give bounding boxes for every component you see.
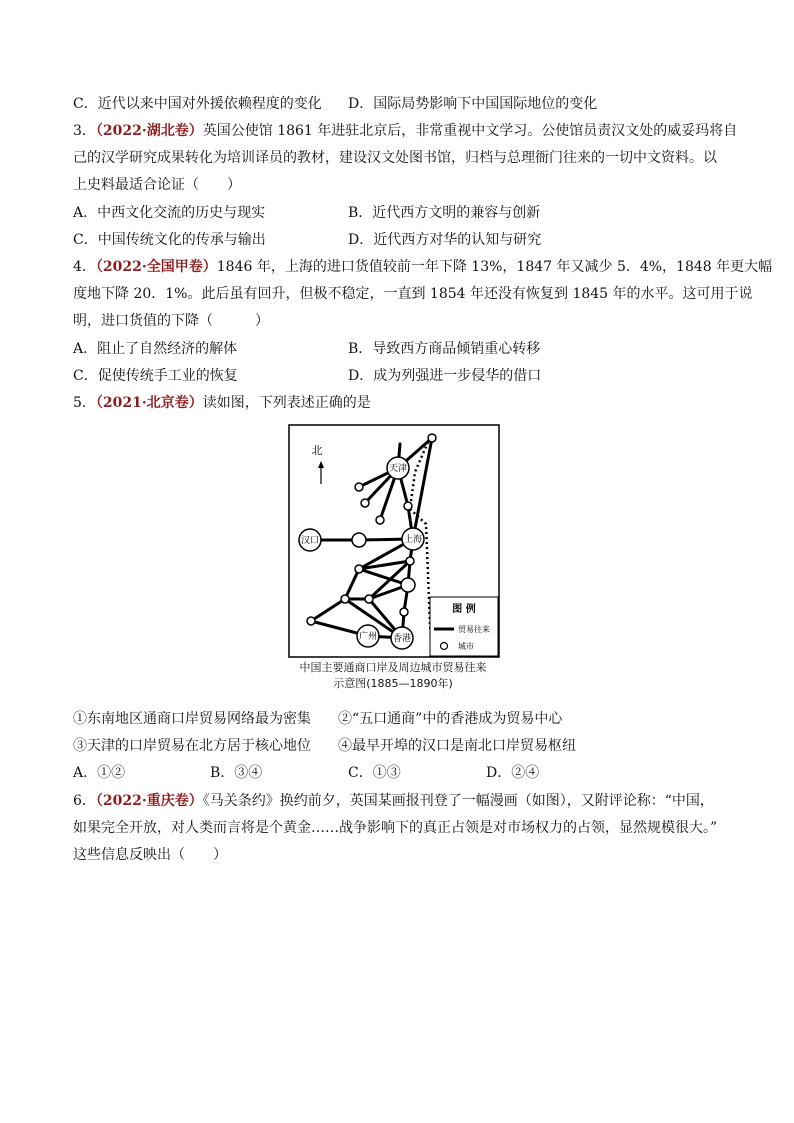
- q5-text: 读如图，下列表述正确的是: [202, 395, 371, 411]
- q3-stem-line3: 上史料最适合论证（ ）: [73, 177, 241, 193]
- q4-option-d: D．成为列强进一步侵华的借口: [348, 368, 542, 384]
- q5-option-c: C．①③: [348, 765, 401, 781]
- q4-option-c: C．促使传统手工业的恢复: [73, 368, 238, 384]
- q6-source-tag: （2022·重庆卷）: [95, 793, 203, 809]
- city-dot: [361, 499, 369, 507]
- q3-option-c: C．中国传统文化的传承与输出: [73, 232, 266, 248]
- q5-statement-3: ③天津的口岸贸易在北方居于核心地位: [73, 738, 311, 754]
- q6-stem-line1: [73, 791, 714, 811]
- city-dot: [365, 595, 373, 603]
- q3-option-d: D．近代西方对华的认知与研究: [348, 232, 542, 248]
- q5-statement-4: ④最早开埠的汉口是南北口岸贸易枢纽: [338, 738, 576, 754]
- q2-option-d: D．国际局势影响下中国国际地位的变化: [348, 96, 598, 112]
- q4-option-b: B．导致西方商品倾销重心转移: [348, 341, 541, 357]
- q5-statement-2: ②“五口通商”中的香港成为贸易中心: [338, 711, 563, 727]
- q4-stem-line2: 度地下降 20．1%。此后虽有回升，但极不稳定，一直到 1854 年还没有恢复到 1845 年的水平。这可用于说: [73, 286, 753, 302]
- q4-option-a: A．阻止了自然经济的解体: [73, 341, 238, 357]
- q2-option-c: C．近代以来中国对外援依赖程度的变化: [73, 96, 322, 112]
- city-dot: [404, 502, 412, 510]
- map-legend: [430, 597, 498, 656]
- legend-city-icon: [441, 643, 448, 650]
- q4-stem-line3: 明，进口货值的下降（ ）: [73, 313, 269, 329]
- city-dot: [376, 516, 384, 524]
- q5-option-a: A．①②: [73, 765, 126, 781]
- q4-stem-line1: [73, 257, 772, 277]
- q6-text: 《马关条约》换约前夕，英国某画报刊登了一幅漫画（如图），又附评论称：“中国，: [202, 793, 714, 809]
- city-hongkong-label: 香港: [392, 634, 412, 644]
- city-hankou-label: 汉口: [300, 536, 320, 546]
- city-dot: [352, 533, 366, 547]
- q5-option-d: D．②④: [486, 765, 540, 781]
- legend-title: 图 例: [452, 604, 476, 615]
- legend-trade-label: 贸易往来: [458, 625, 490, 634]
- q6-stem-line3: 这些信息反映出（ ）: [73, 847, 227, 863]
- q5-statement-1: ①东南地区通商口岸贸易网络最为密集: [73, 711, 311, 727]
- q3-stem-line2: 己的汉学研究成果转化为培训译员的教材，建设汉文处图书馆，归档与总理衙门往来的一切中文资料。以: [73, 150, 717, 166]
- q4-number: 4．: [73, 259, 96, 275]
- legend-city-label: 城市: [458, 642, 474, 651]
- city-shanghai-label: 上海: [403, 535, 423, 545]
- city-dot: [355, 483, 363, 491]
- city-tianjin-label: 天津: [388, 464, 408, 474]
- city-guangzhou-label: 广州: [358, 632, 378, 642]
- city-dot: [307, 617, 315, 625]
- map-caption-line1: 中国主要通商口岸及周边城市贸易往来: [299, 661, 487, 674]
- q3-number: 3．: [73, 123, 96, 139]
- north-label: 北: [311, 444, 323, 457]
- trade-map: [288, 424, 500, 658]
- q4-source-tag: （2022·全国甲卷）: [95, 259, 217, 275]
- q5-option-b: B．③④: [210, 765, 263, 781]
- city-dot: [400, 608, 408, 616]
- q4-text: 1846 年，上海的进口货值较前一年下降 13%，1847 年又减少 5．4%，1848 年更大幅: [216, 259, 773, 275]
- q3-option-a: A．中西文化交流的历史与现实: [73, 205, 266, 221]
- city-dot: [428, 434, 436, 442]
- map-caption-line2: 示意图(1885—1890年): [333, 677, 453, 690]
- q3-source-tag: （2022·湖北卷）: [95, 123, 203, 139]
- q3-stem-line1: [73, 121, 737, 141]
- q3-text: 英国公使馆 1861 年进驻北京后，非常重视中文学习。公使馆员责汉文处的威妥玛将自: [202, 123, 738, 139]
- q3-option-b: B．近代西方文明的兼容与创新: [348, 205, 541, 221]
- q5-stem-line1: [73, 393, 371, 413]
- city-dot: [355, 565, 363, 573]
- city-dot: [401, 578, 415, 592]
- q5-source-tag: （2021·北京卷）: [95, 395, 203, 411]
- q5-number: 5．: [73, 395, 96, 411]
- q6-number: 6．: [73, 793, 96, 809]
- city-dot: [341, 595, 349, 603]
- city-dot: [406, 557, 414, 565]
- q6-stem-line2: 如果完全开放，对人类而言将是个黄金……战争影响下的真正占领是对市场权力的占领，显然规模很大。”: [73, 820, 718, 836]
